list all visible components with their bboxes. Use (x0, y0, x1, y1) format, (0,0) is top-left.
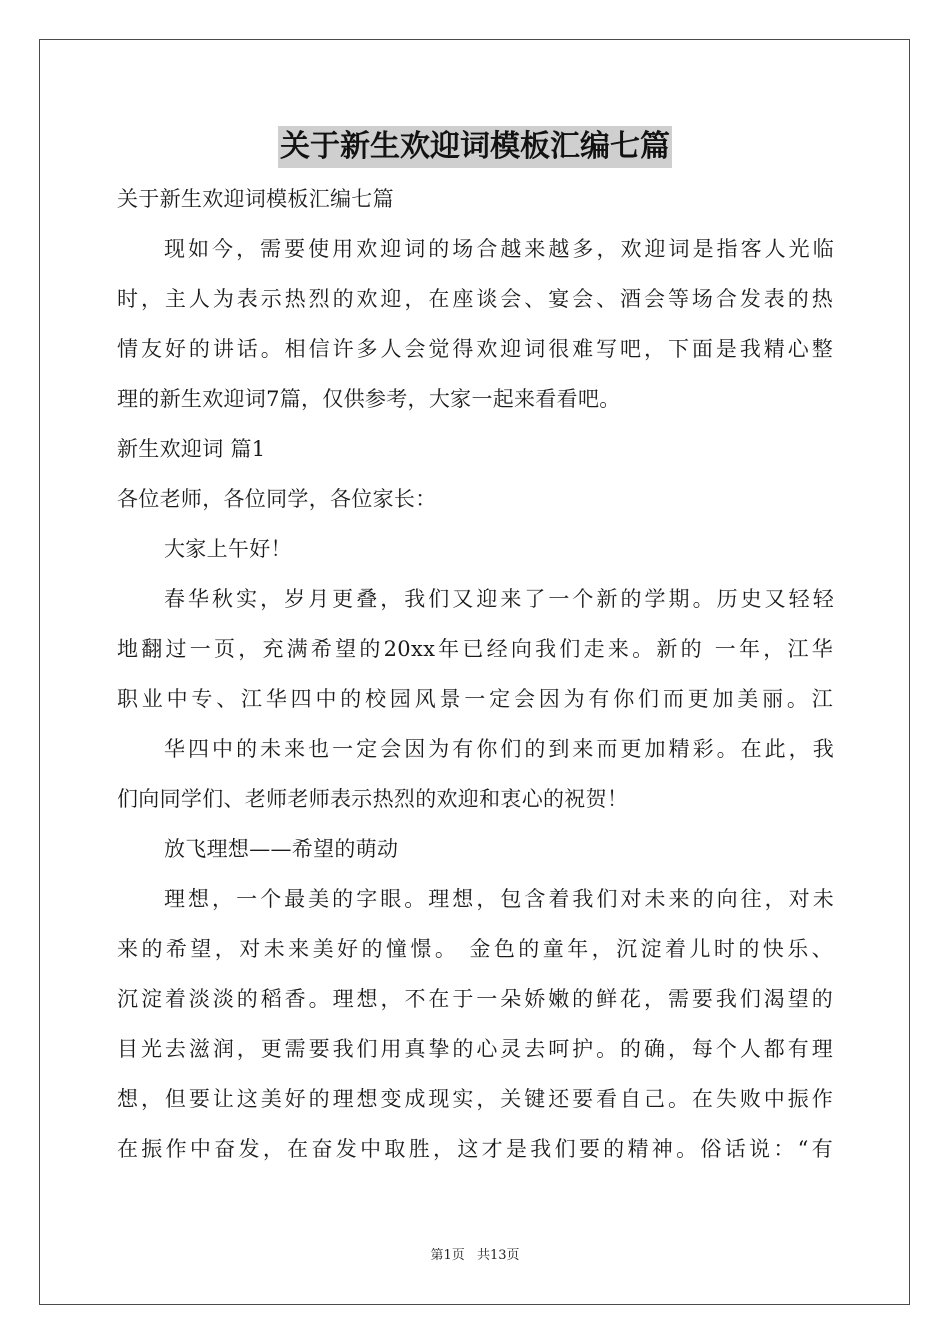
paragraph-line: 理想，一个最美的字眼。理想，包含着我们对未来的向往，对未 (164, 887, 834, 911)
paragraph-line: 现如今，需要使用欢迎词的场合越来越多，欢迎词是指客人光临 (164, 237, 834, 261)
subheading-line: 放飞理想——希望的萌动 (164, 837, 399, 861)
paragraph-line: 华四中的未来也一定会因为有你们的到来而更加精彩。在此，我 (164, 737, 834, 761)
paragraph-line: 沉淀着淡淡的稻香。理想，不在于一朵娇嫩的鲜花，需要我们渴望的 (117, 987, 833, 1011)
paragraph-line: 想，但要让这美好的理想变成现实，关键还要看自己。在失败中振作 (117, 1087, 833, 1111)
paragraph-line: 时，主人为表示热烈的欢迎，在座谈会、宴会、酒会等场合发表的热 (117, 287, 833, 311)
page-footer (0, 1247, 950, 1265)
page-border (39, 39, 910, 1305)
paragraph-line: 春华秋实，岁月更叠，我们又迎来了一个新的学期。历史又轻轻 (164, 587, 834, 611)
paragraph-line: 地翻过一页，充满希望的20xx年已经向我们走来。新的 一年，江华 (117, 637, 833, 661)
page-number: 第1页 (430, 1248, 465, 1263)
paragraph-line: 在振作中奋发，在奋发中取胜，这才是我们要的精神。俗话说：“有 (117, 1137, 833, 1161)
paragraph-line: 情友好的讲话。相信许多人会觉得欢迎词很难写吧，下面是我精心整 (117, 337, 833, 361)
paragraph-line: 来的希望，对未来美好的憧憬。 金色的童年，沉淀着儿时的快乐、 (117, 937, 833, 961)
title-container (0, 126, 950, 168)
paragraph-line: 目光去滋润，更需要我们用真挚的心灵去呵护。的确，每个人都有理 (117, 1037, 833, 1061)
paragraph-line: 理的新生欢迎词7篇，仅供参考，大家一起来看看吧。 (117, 387, 621, 411)
page-total: 共13页 (476, 1248, 520, 1263)
salutation-line: 各位老师，各位同学，各位家长： (117, 487, 437, 511)
document-title: 关于新生欢迎词模板汇编七篇 (278, 126, 672, 168)
subtitle-line: 关于新生欢迎词模板汇编七篇 (117, 187, 394, 211)
paragraph-line: 们向同学们、老师老师表示热烈的欢迎和衷心的祝贺！ (117, 787, 629, 811)
paragraph-line: 职业中专、江华四中的校园风景一定会因为有你们而更加美丽。江 (117, 687, 833, 711)
greeting-line: 大家上午好！ (164, 537, 292, 561)
section-heading: 新生欢迎词 篇1 (117, 437, 266, 461)
